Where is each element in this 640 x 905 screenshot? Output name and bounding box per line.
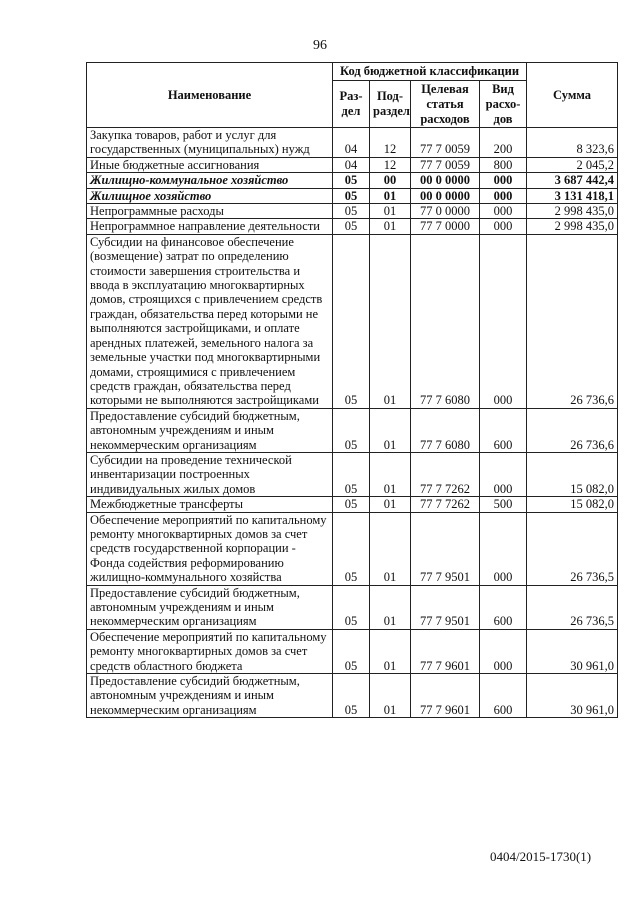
row-sum: 30 961,0 <box>527 629 618 673</box>
row-podrazdel: 01 <box>370 204 411 219</box>
header-razdel: Раз- дел <box>333 81 370 128</box>
row-vid: 000 <box>480 173 527 188</box>
document-code: 0404/2015-1730(1) <box>490 849 592 864</box>
row-name: Субсидии на проведение технической инвентаризации построенных индивидуальных жилых домов <box>87 452 333 496</box>
row-name: Предоставление субсидий бюджетным, автономным учреждениям и иным некоммерческим организациям <box>87 674 333 718</box>
row-target: 77 7 7262 <box>411 452 480 496</box>
row-name: Закупка товаров, работ и услуг для государственных (муниципальных) нужд <box>87 128 333 158</box>
row-podrazdel: 01 <box>370 497 411 512</box>
row-sum: 26 736,6 <box>527 234 618 408</box>
row-sum: 26 736,6 <box>527 408 618 452</box>
table-row <box>87 173 618 188</box>
row-vid: 000 <box>480 219 527 234</box>
table-row <box>87 512 618 585</box>
header-target: Целевая статья расходов <box>411 81 480 128</box>
row-podrazdel: 12 <box>370 157 411 172</box>
row-target: 77 7 7262 <box>411 497 480 512</box>
row-sum: 26 736,5 <box>527 512 618 585</box>
row-name: Иные бюджетные ассигнования <box>87 157 333 172</box>
row-sum: 2 998 435,0 <box>527 219 618 234</box>
row-name: Субсидии на финансовое обеспечение (возмещение) затрат по определению стоимости завершения строительства и ввода в эксплуатацию многоквартирных домов, строящихся с привлечением средств граждан, обязательства перед которыми не выполняются застройщиками, и оплате арендных платежей, земельного налога за земельные участки под многоквартирными домами, строящимися с привлечением средств граждан, обязательства перед которыми не выполняются застройщиками <box>87 234 333 408</box>
row-sum: 2 045,2 <box>527 157 618 172</box>
row-name: Обеспечение мероприятий по капитальному ремонту многоквартирных домов за счет средств областного бюджета <box>87 629 333 673</box>
table-row <box>87 452 618 496</box>
table-row <box>87 585 618 629</box>
row-razdel: 05 <box>333 173 370 188</box>
row-podrazdel: 01 <box>370 674 411 718</box>
row-target: 00 0 0000 <box>411 173 480 188</box>
table-row <box>87 629 618 673</box>
row-target: 77 0 0000 <box>411 204 480 219</box>
budget-table <box>86 62 618 718</box>
row-podrazdel: 00 <box>370 173 411 188</box>
table-row <box>87 204 618 219</box>
row-name: Жилищно-коммунальное хозяйство <box>87 173 333 188</box>
row-target: 00 0 0000 <box>411 188 480 203</box>
row-razdel: 05 <box>333 674 370 718</box>
table-row <box>87 219 618 234</box>
row-vid: 800 <box>480 157 527 172</box>
row-razdel: 05 <box>333 204 370 219</box>
row-vid: 000 <box>480 234 527 408</box>
row-podrazdel: 01 <box>370 585 411 629</box>
row-target: 77 7 9601 <box>411 629 480 673</box>
row-target: 77 7 0059 <box>411 128 480 158</box>
row-razdel: 05 <box>333 188 370 203</box>
row-name: Непрограммное направление деятельности <box>87 219 333 234</box>
row-vid: 600 <box>480 674 527 718</box>
page-number: 96 <box>313 38 327 53</box>
row-razdel: 05 <box>333 452 370 496</box>
row-target: 77 7 6080 <box>411 234 480 408</box>
row-vid: 000 <box>480 204 527 219</box>
header-vid: Вид расхо- дов <box>480 81 527 128</box>
row-name: Предоставление субсидий бюджетным, автономным учреждениям и иным некоммерческим организациям <box>87 408 333 452</box>
table-row <box>87 234 618 408</box>
row-razdel: 05 <box>333 512 370 585</box>
row-vid: 600 <box>480 585 527 629</box>
row-podrazdel: 01 <box>370 452 411 496</box>
row-sum: 15 082,0 <box>527 452 618 496</box>
row-razdel: 05 <box>333 497 370 512</box>
header-classification-group: Код бюджетной классификации <box>333 63 527 81</box>
table-row <box>87 157 618 172</box>
row-podrazdel: 01 <box>370 629 411 673</box>
row-razdel: 05 <box>333 219 370 234</box>
row-name: Жилищное хозяйство <box>87 188 333 203</box>
table-row <box>87 128 618 158</box>
header-name: Наименование <box>87 63 333 128</box>
row-vid: 000 <box>480 452 527 496</box>
row-razdel: 05 <box>333 629 370 673</box>
row-target: 77 7 9601 <box>411 674 480 718</box>
row-name: Обеспечение мероприятий по капитальному ремонту многоквартирных домов за счет средств государственной корпорации - Фонда содействия реформированию жилищно-коммунального хозяйства <box>87 512 333 585</box>
row-target: 77 7 9501 <box>411 512 480 585</box>
row-razdel: 05 <box>333 408 370 452</box>
row-vid: 200 <box>480 128 527 158</box>
row-podrazdel: 01 <box>370 234 411 408</box>
row-vid: 600 <box>480 408 527 452</box>
header-sum: Сумма <box>527 63 618 128</box>
row-sum: 3 131 418,1 <box>527 188 618 203</box>
table-row <box>87 497 618 512</box>
table-row <box>87 188 618 203</box>
row-podrazdel: 12 <box>370 128 411 158</box>
row-sum: 30 961,0 <box>527 674 618 718</box>
header-podrazdel: Под- раздел <box>370 81 411 128</box>
row-sum: 2 998 435,0 <box>527 204 618 219</box>
row-name: Непрограммные расходы <box>87 204 333 219</box>
row-podrazdel: 01 <box>370 512 411 585</box>
row-podrazdel: 01 <box>370 219 411 234</box>
row-name: Межбюджетные трансферты <box>87 497 333 512</box>
row-sum: 26 736,5 <box>527 585 618 629</box>
row-vid: 000 <box>480 188 527 203</box>
row-vid: 000 <box>480 512 527 585</box>
row-target: 77 7 0000 <box>411 219 480 234</box>
row-razdel: 05 <box>333 585 370 629</box>
table-row <box>87 674 618 718</box>
row-podrazdel: 01 <box>370 188 411 203</box>
row-sum: 15 082,0 <box>527 497 618 512</box>
row-target: 77 7 6080 <box>411 408 480 452</box>
row-razdel: 05 <box>333 234 370 408</box>
row-razdel: 04 <box>333 128 370 158</box>
row-target: 77 7 9501 <box>411 585 480 629</box>
row-sum: 3 687 442,4 <box>527 173 618 188</box>
row-podrazdel: 01 <box>370 408 411 452</box>
row-name: Предоставление субсидий бюджетным, автономным учреждениям и иным некоммерческим организациям <box>87 585 333 629</box>
row-sum: 8 323,6 <box>527 128 618 158</box>
row-target: 77 7 0059 <box>411 157 480 172</box>
table-row <box>87 408 618 452</box>
row-vid: 000 <box>480 629 527 673</box>
row-vid: 500 <box>480 497 527 512</box>
row-razdel: 04 <box>333 157 370 172</box>
